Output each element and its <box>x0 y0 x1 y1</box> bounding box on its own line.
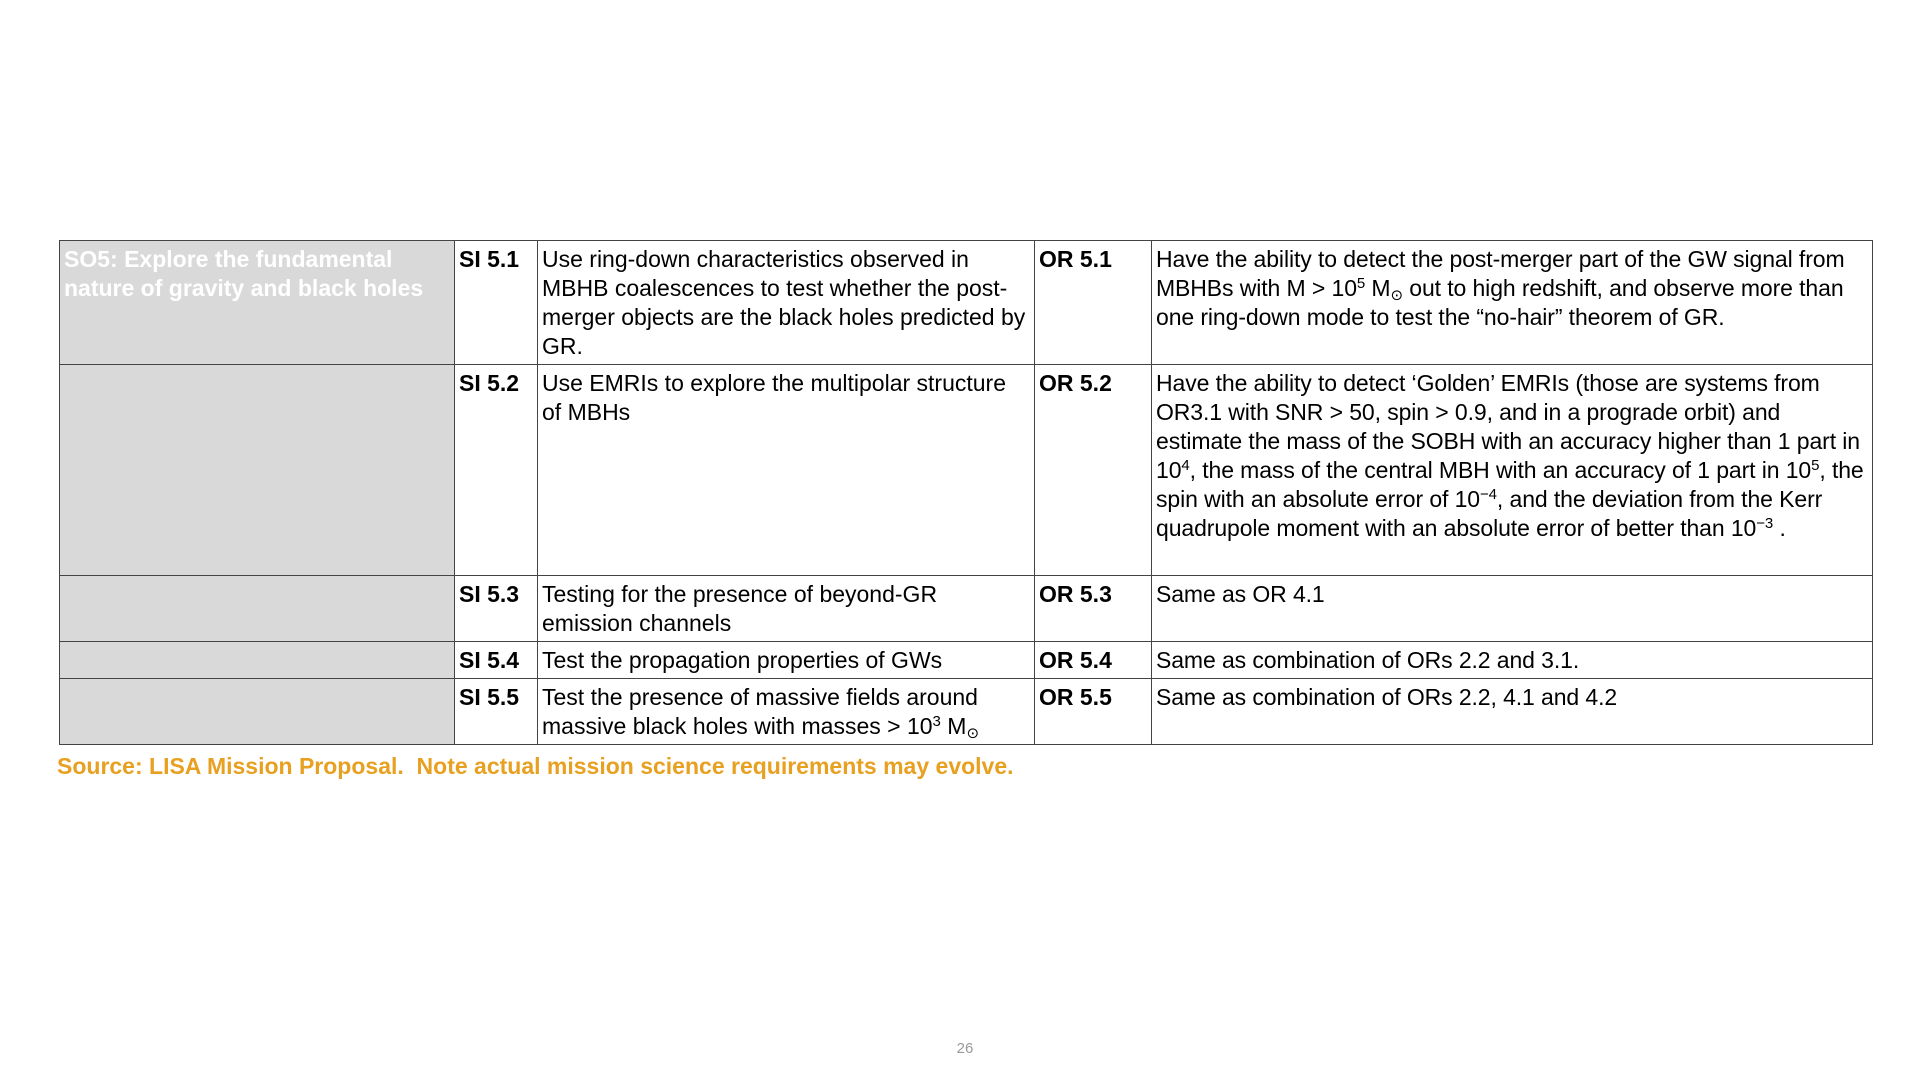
si-description <box>538 679 1035 745</box>
or-text: , the mass of the central MBH with an accuracy of 1 part in 10 <box>1189 457 1812 483</box>
exponent: 5 <box>1811 457 1820 474</box>
mass-unit: M <box>940 713 967 739</box>
sun-symbol: ⊙ <box>966 725 980 742</box>
empty-objective-cell <box>60 576 455 642</box>
si-id: SI 5.3 <box>455 576 538 642</box>
or-description: Same as combination of ORs 2.2, 4.1 and 4.2 <box>1152 679 1873 745</box>
or-text: , and the deviation from the Kerr quadrupole moment with an absolute error of better than 10 <box>1156 486 1823 541</box>
si-id: SI 5.2 <box>455 365 538 576</box>
page-number: 26 <box>956 1040 974 1057</box>
or-id: OR 5.5 <box>1035 679 1152 745</box>
or-id: OR 5.3 <box>1035 576 1152 642</box>
empty-objective-cell <box>60 365 455 576</box>
science-objective-cell: SO5: Explore the fundamental nature of gravity and black holes <box>60 241 455 365</box>
or-id: OR 5.1 <box>1035 241 1152 365</box>
or-description: Same as OR 4.1 <box>1152 576 1873 642</box>
si-id: SI 5.5 <box>455 679 538 745</box>
si-text: Test the presence of massive fields around massive black holes with masses > 10 <box>542 684 978 739</box>
exponent: 5 <box>1356 275 1366 292</box>
si-description: Use ring-down characteristics observed in MBHB coalescences to test whether the post-merger objects are the black holes predicted by GR. <box>538 241 1035 365</box>
or-description <box>1152 365 1873 576</box>
or-id: OR 5.2 <box>1035 365 1152 576</box>
sun-symbol: ⊙ <box>1390 287 1403 304</box>
si-description: Test the propagation properties of GWs <box>538 642 1035 679</box>
si-id: SI 5.1 <box>455 241 538 365</box>
exponent: 4 <box>1181 457 1190 474</box>
exponent: −4 <box>1480 486 1497 503</box>
mass-unit: M <box>1365 275 1391 301</box>
or-description <box>1152 241 1873 365</box>
or-id: OR 5.4 <box>1035 642 1152 679</box>
empty-objective-cell <box>60 642 455 679</box>
exponent: 3 <box>932 713 941 730</box>
or-text: , the spin with an absolute error of 10 <box>1156 457 1864 512</box>
table-row <box>60 365 1873 576</box>
si-id: SI 5.4 <box>455 642 538 679</box>
table-row <box>60 679 1873 745</box>
si-description: Use EMRIs to explore the multipolar structure of MBHs <box>538 365 1035 576</box>
exponent: −3 <box>1756 515 1774 532</box>
source-note: Source: LISA Mission Proposal. Note actual mission science requirements may evolve. <box>57 753 1014 779</box>
si-description: Testing for the presence of beyond-GR emission channels <box>538 576 1035 642</box>
or-description: Same as combination of ORs 2.2 and 3.1. <box>1152 642 1873 679</box>
science-requirements-table <box>59 240 1873 745</box>
empty-objective-cell <box>60 679 455 745</box>
table-row <box>60 642 1873 679</box>
or-text: out to high redshift, and observe more than one ring-down mode to test the “no-hair” theorem of GR. <box>1156 275 1844 330</box>
table-row <box>60 576 1873 642</box>
or-text: Have the ability to detect the post-merger part of the GW signal from MBHBs with M > 10 <box>1156 246 1845 301</box>
or-text: . <box>1773 515 1786 541</box>
table-row <box>60 241 1873 365</box>
or-text: Have the ability to detect ‘Golden’ EMRIs (those are systems from OR3.1 with SNR > 50, spin > 0.9, and in a prograde orbit) and estimate the mass of the SOBH with an accuracy higher than 1 part in 10 <box>1156 370 1860 483</box>
